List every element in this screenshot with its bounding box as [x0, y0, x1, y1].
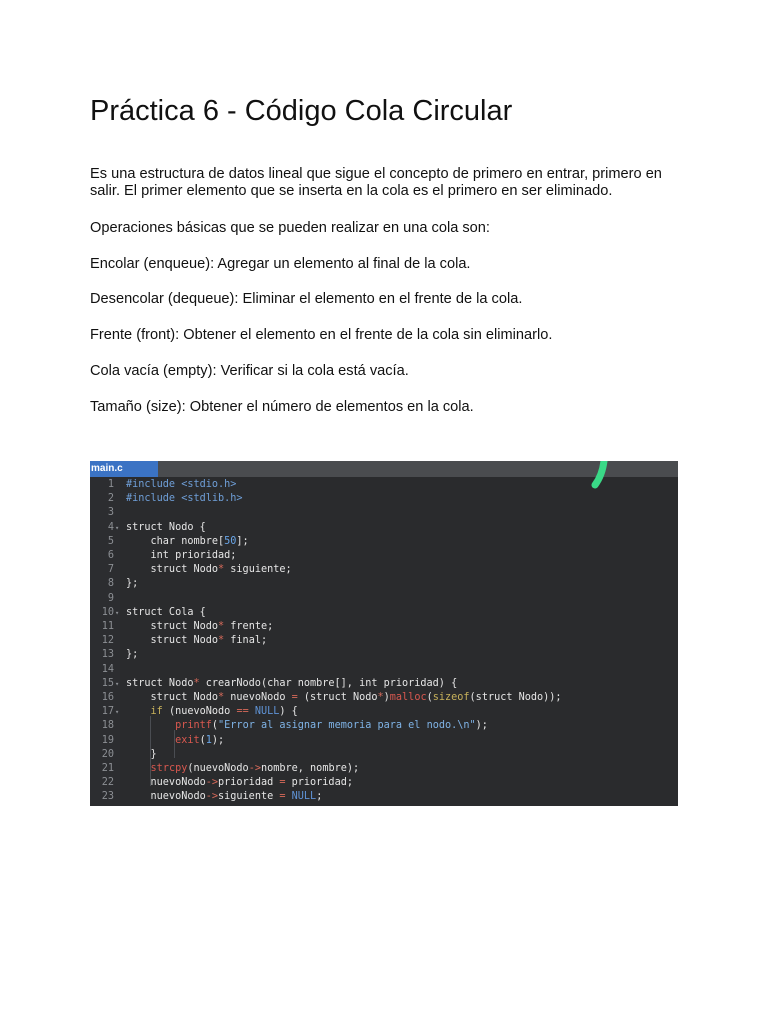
code-token: struct Nodo: [126, 564, 219, 576]
code-token: nuevoNodo: [224, 692, 292, 703]
line-number: 16: [101, 692, 114, 703]
code-area[interactable]: [90, 477, 678, 806]
code-token: [126, 735, 175, 746]
code-token: =: [279, 791, 286, 803]
code-token: =: [279, 777, 286, 789]
code-token: (struct Nodo));: [469, 692, 562, 703]
code-token: (: [426, 692, 433, 703]
code-token: prioridad: [218, 777, 280, 789]
code-token: struct Nodo: [126, 635, 219, 647]
operation-empty: Cola vacía (empty): Verificar si la cola está vacía.: [90, 363, 409, 379]
line-number: 19: [101, 734, 114, 746]
code-text: [126, 648, 138, 662]
code-token: struct Cola {: [126, 606, 206, 618]
line-number: 15: [101, 677, 114, 689]
code-token: sizeof: [432, 692, 470, 703]
line-number: 3: [107, 507, 114, 519]
operation-dequeue: Desencolar (dequeue): Eliminar el elemento en el frente de la cola.: [90, 291, 523, 307]
code-token: };: [126, 649, 139, 661]
line-number: 17: [101, 706, 114, 718]
file-tab-main-c[interactable]: main.c: [90, 461, 158, 477]
code-text: [126, 535, 249, 549]
code-token: #include <stdio.h>: [126, 479, 237, 490]
code-text: [126, 691, 562, 705]
line-number: 5: [107, 535, 114, 547]
code-line: [90, 549, 678, 563]
code-token: 1: [205, 734, 212, 746]
code-token: [126, 706, 151, 717]
code-token: *: [377, 692, 384, 703]
code-line: [90, 790, 678, 804]
code-token: struct Nodo {: [126, 521, 206, 533]
code-token: strcpy: [150, 763, 188, 774]
code-text: [126, 719, 488, 733]
code-line: [90, 592, 678, 606]
code-line: [90, 663, 678, 677]
code-token: final;: [224, 635, 268, 647]
code-token: ": [469, 720, 476, 732]
code-token: (nuevoNodo: [187, 763, 249, 774]
code-text: [126, 734, 224, 748]
line-number: 18: [101, 720, 114, 732]
code-token: (nuevoNodo: [162, 706, 237, 718]
code-token: *: [218, 692, 225, 703]
code-text: [126, 563, 292, 577]
code-token: nuevoNodo: [126, 777, 206, 789]
code-token: ;: [316, 791, 323, 803]
code-token: nuevoNodo: [126, 791, 206, 803]
code-line: [90, 492, 678, 506]
code-token: struct Nodo: [126, 677, 194, 689]
code-token: struct Nodo: [126, 621, 219, 632]
code-line: [90, 691, 678, 705]
intro-paragraph: Es una estructura de datos lineal que sigue el concepto de primero en entrar, primero en salir. El primer elemento que se inserta en la cola es el primero en ser eliminado.: [90, 166, 662, 199]
fold-arrow-icon[interactable]: ▾: [115, 523, 120, 532]
code-token: struct Nodo: [126, 692, 219, 703]
code-token: );: [211, 734, 225, 746]
operations-intro: Operaciones básicas que se pueden realizar en una cola son:: [90, 220, 490, 236]
code-text: [126, 549, 236, 563]
code-token: *: [218, 635, 225, 647]
code-text: [126, 634, 267, 648]
code-token: ->: [248, 763, 261, 774]
code-token: }: [126, 748, 157, 760]
code-token: [126, 763, 151, 774]
code-line: [90, 677, 678, 691]
code-token: (struct Nodo: [297, 692, 378, 703]
line-number: 2: [107, 493, 114, 505]
line-number: 7: [107, 564, 114, 576]
code-text: [126, 790, 322, 804]
code-line: [90, 535, 678, 549]
operation-enqueue: Encolar (enqueue): Agregar un elemento al final de la cola.: [90, 256, 471, 272]
code-token: ): [383, 692, 390, 703]
line-number: 14: [101, 663, 114, 675]
code-line: [90, 634, 678, 648]
code-line: [90, 606, 678, 620]
code-token: printf: [175, 720, 212, 732]
code-token: ->: [205, 777, 219, 789]
code-token: ];: [236, 535, 249, 547]
code-token: 50: [224, 535, 237, 547]
code-token: siguiente;: [224, 564, 292, 576]
line-number: 6: [107, 550, 114, 561]
code-token: (: [199, 734, 206, 746]
code-text: [126, 748, 157, 762]
code-token: ->: [205, 791, 219, 803]
code-token: *: [218, 621, 225, 632]
line-number: 1: [107, 479, 114, 490]
code-line: [90, 748, 678, 762]
fold-arrow-icon[interactable]: ▾: [115, 708, 120, 717]
code-line: [90, 762, 678, 776]
line-number: 4: [107, 521, 114, 533]
code-line: [90, 719, 678, 733]
code-token: frente;: [224, 621, 274, 632]
code-token: *: [218, 564, 225, 576]
code-text: [126, 620, 273, 634]
line-number: 21: [101, 763, 114, 774]
code-text: [126, 478, 236, 492]
operation-size: Tamaño (size): Obtener el número de elementos en la cola.: [90, 399, 474, 415]
code-line: [90, 577, 678, 591]
code-text: [126, 677, 457, 691]
code-token: #include <stdlib.h>: [126, 493, 243, 505]
code-line: [90, 478, 678, 492]
line-number: 11: [101, 621, 114, 632]
code-text: [126, 606, 206, 620]
code-token: exit: [175, 734, 200, 746]
code-token: };: [126, 578, 139, 590]
line-number: 22: [101, 777, 114, 789]
code-token: ==: [236, 706, 249, 718]
code-text: [126, 577, 138, 591]
code-token: char nombre[: [126, 535, 225, 547]
code-token: siguiente: [218, 791, 280, 803]
line-number: 8: [107, 578, 114, 590]
code-text: [126, 776, 353, 790]
code-token: (: [211, 720, 219, 732]
fold-arrow-icon[interactable]: ▾: [115, 608, 120, 617]
code-text: [126, 521, 206, 535]
code-token: prioridad;: [285, 777, 353, 789]
page-title: Práctica 6 - Código Cola Circular: [90, 95, 513, 127]
code-token: "Error al asignar memoria para el nodo.: [218, 720, 458, 732]
code-line: [90, 705, 678, 719]
code-line: [90, 776, 678, 790]
code-token: );: [475, 720, 488, 732]
code-token: NULL: [291, 791, 317, 803]
code-token: if: [150, 706, 163, 718]
fold-arrow-icon[interactable]: ▾: [115, 679, 120, 688]
code-token: \n: [457, 720, 470, 732]
line-number: 20: [101, 748, 114, 760]
line-number: 9: [107, 592, 114, 604]
code-line: [90, 734, 678, 748]
code-token: NULL: [254, 706, 280, 718]
code-token: [126, 720, 175, 731]
code-line: [90, 506, 678, 520]
code-token: =: [291, 692, 298, 703]
code-text: [126, 492, 243, 506]
line-number: 23: [101, 791, 114, 803]
line-number: 13: [101, 649, 114, 661]
code-editor-screenshot: [90, 461, 678, 806]
code-token: *: [193, 677, 200, 689]
line-number: 12: [101, 635, 114, 647]
code-token: malloc: [389, 692, 427, 703]
code-line: [90, 563, 678, 577]
code-token: crearNodo(char nombre[], int prioridad) {: [199, 677, 458, 689]
code-token: ) {: [279, 706, 298, 718]
code-text: [126, 762, 359, 776]
operation-front: Frente (front): Obtener el elemento en el frente de la cola sin eliminarlo.: [90, 327, 553, 343]
code-line: [90, 521, 678, 535]
code-token: int prioridad;: [126, 550, 237, 561]
code-line: [90, 620, 678, 634]
code-line: [90, 648, 678, 662]
code-token: nombre, nombre);: [260, 763, 360, 774]
code-text: [126, 705, 298, 719]
line-number: 10: [101, 606, 114, 618]
